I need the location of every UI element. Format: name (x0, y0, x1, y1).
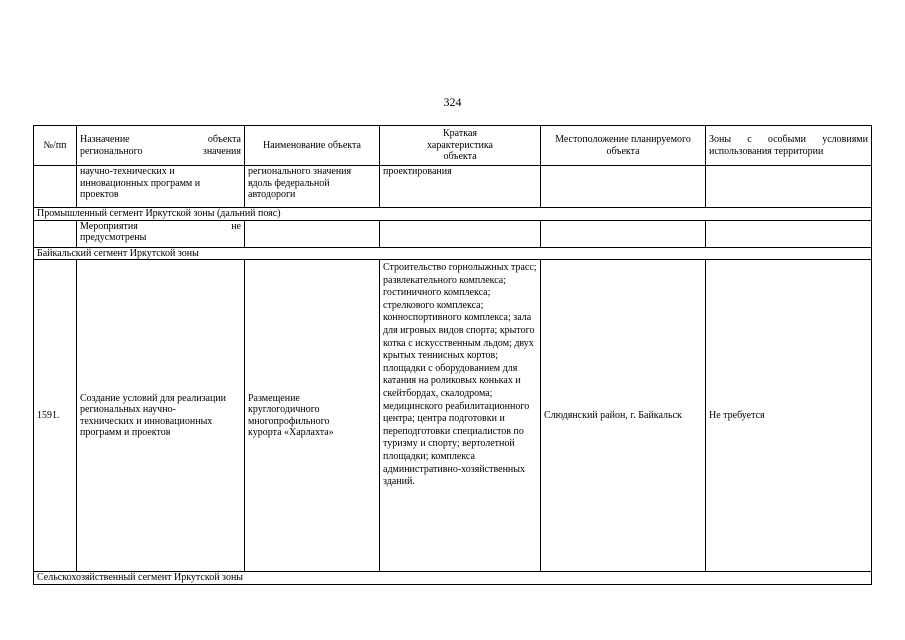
section-row-agri (34, 572, 872, 585)
header-zones-line2: использования территории (709, 145, 824, 157)
cell-zones (706, 220, 872, 247)
header-characteristics: Краткая характеристика объекта (380, 126, 541, 166)
cell-purpose (77, 220, 245, 247)
cell-num: 1591. (34, 260, 77, 572)
cell-purpose-line2: предусмотрены (80, 232, 147, 243)
header-purpose-line1: Назначение объекта (80, 134, 241, 145)
cell-purpose: научно-технических и инновационных программ и проектов (77, 166, 245, 208)
cell-purpose-line1: Мероприятия не (80, 220, 241, 232)
section-title-baikal: Байкальский сегмент Иркутской зоны (34, 247, 872, 260)
page-number: 324 (443, 95, 462, 109)
header-zones-line1: Зоны с особыми условиями (709, 134, 868, 145)
header-zones (706, 126, 872, 166)
cell-num (34, 166, 77, 208)
cell-name: Размещение круглогодичного многопрофильного курорта «Харлахта» (245, 260, 380, 572)
header-name: Наименование объекта (245, 126, 380, 166)
cell-zones (706, 166, 872, 208)
cell-name (245, 220, 380, 247)
section-title-industrial: Промышленный сегмент Иркутской зоны (дальний пояс) (34, 208, 872, 221)
table-row (34, 166, 872, 208)
cell-location (541, 220, 706, 247)
cell-characteristics (380, 220, 541, 247)
table-header-row (34, 126, 872, 166)
cell-purpose: Создание условий для реализации региональных научно-технических и инновационных программ и проектов (77, 260, 245, 572)
table-row (34, 220, 872, 247)
table-row (34, 260, 872, 572)
section-title-agri: Сельскохозяйственный сегмент Иркутской зоны (34, 572, 872, 585)
cell-zones: Не требуется (706, 260, 872, 572)
header-purpose-line2: регионального значения (80, 145, 241, 157)
cell-num (34, 220, 77, 247)
cell-characteristics: проектирования (380, 166, 541, 208)
cell-location: Слюдянский район, г. Байкальск (541, 260, 706, 572)
section-row-baikal (34, 247, 872, 260)
header-num: №/пп (34, 126, 77, 166)
cell-characteristics: Строительство горнолыжных трасс; развлекательного комплекса; гостиничного комплекса; стрелкового комплекса; конноспортивного комплекса; зала для игровых видов спорта; крытого котка с искусственным льдом; двух крытых теннисных кортов; площадки с оборудованием для катания на роликовых коньках и скейтбордах, скалодрома; медицинского реабилитационного центра; центра подготовки и переподготовки специалистов по туризму и спорту; вертолетной площадки; комплекса административно-хозяйственных зданий. (380, 260, 541, 572)
cell-name: регионального значения вдоль федеральной автодороги (245, 166, 380, 208)
cell-location (541, 166, 706, 208)
header-location: Местоположение планируемого объекта (541, 126, 706, 166)
header-purpose (77, 126, 245, 166)
section-row-industrial (34, 208, 872, 221)
objects-table (33, 125, 872, 585)
